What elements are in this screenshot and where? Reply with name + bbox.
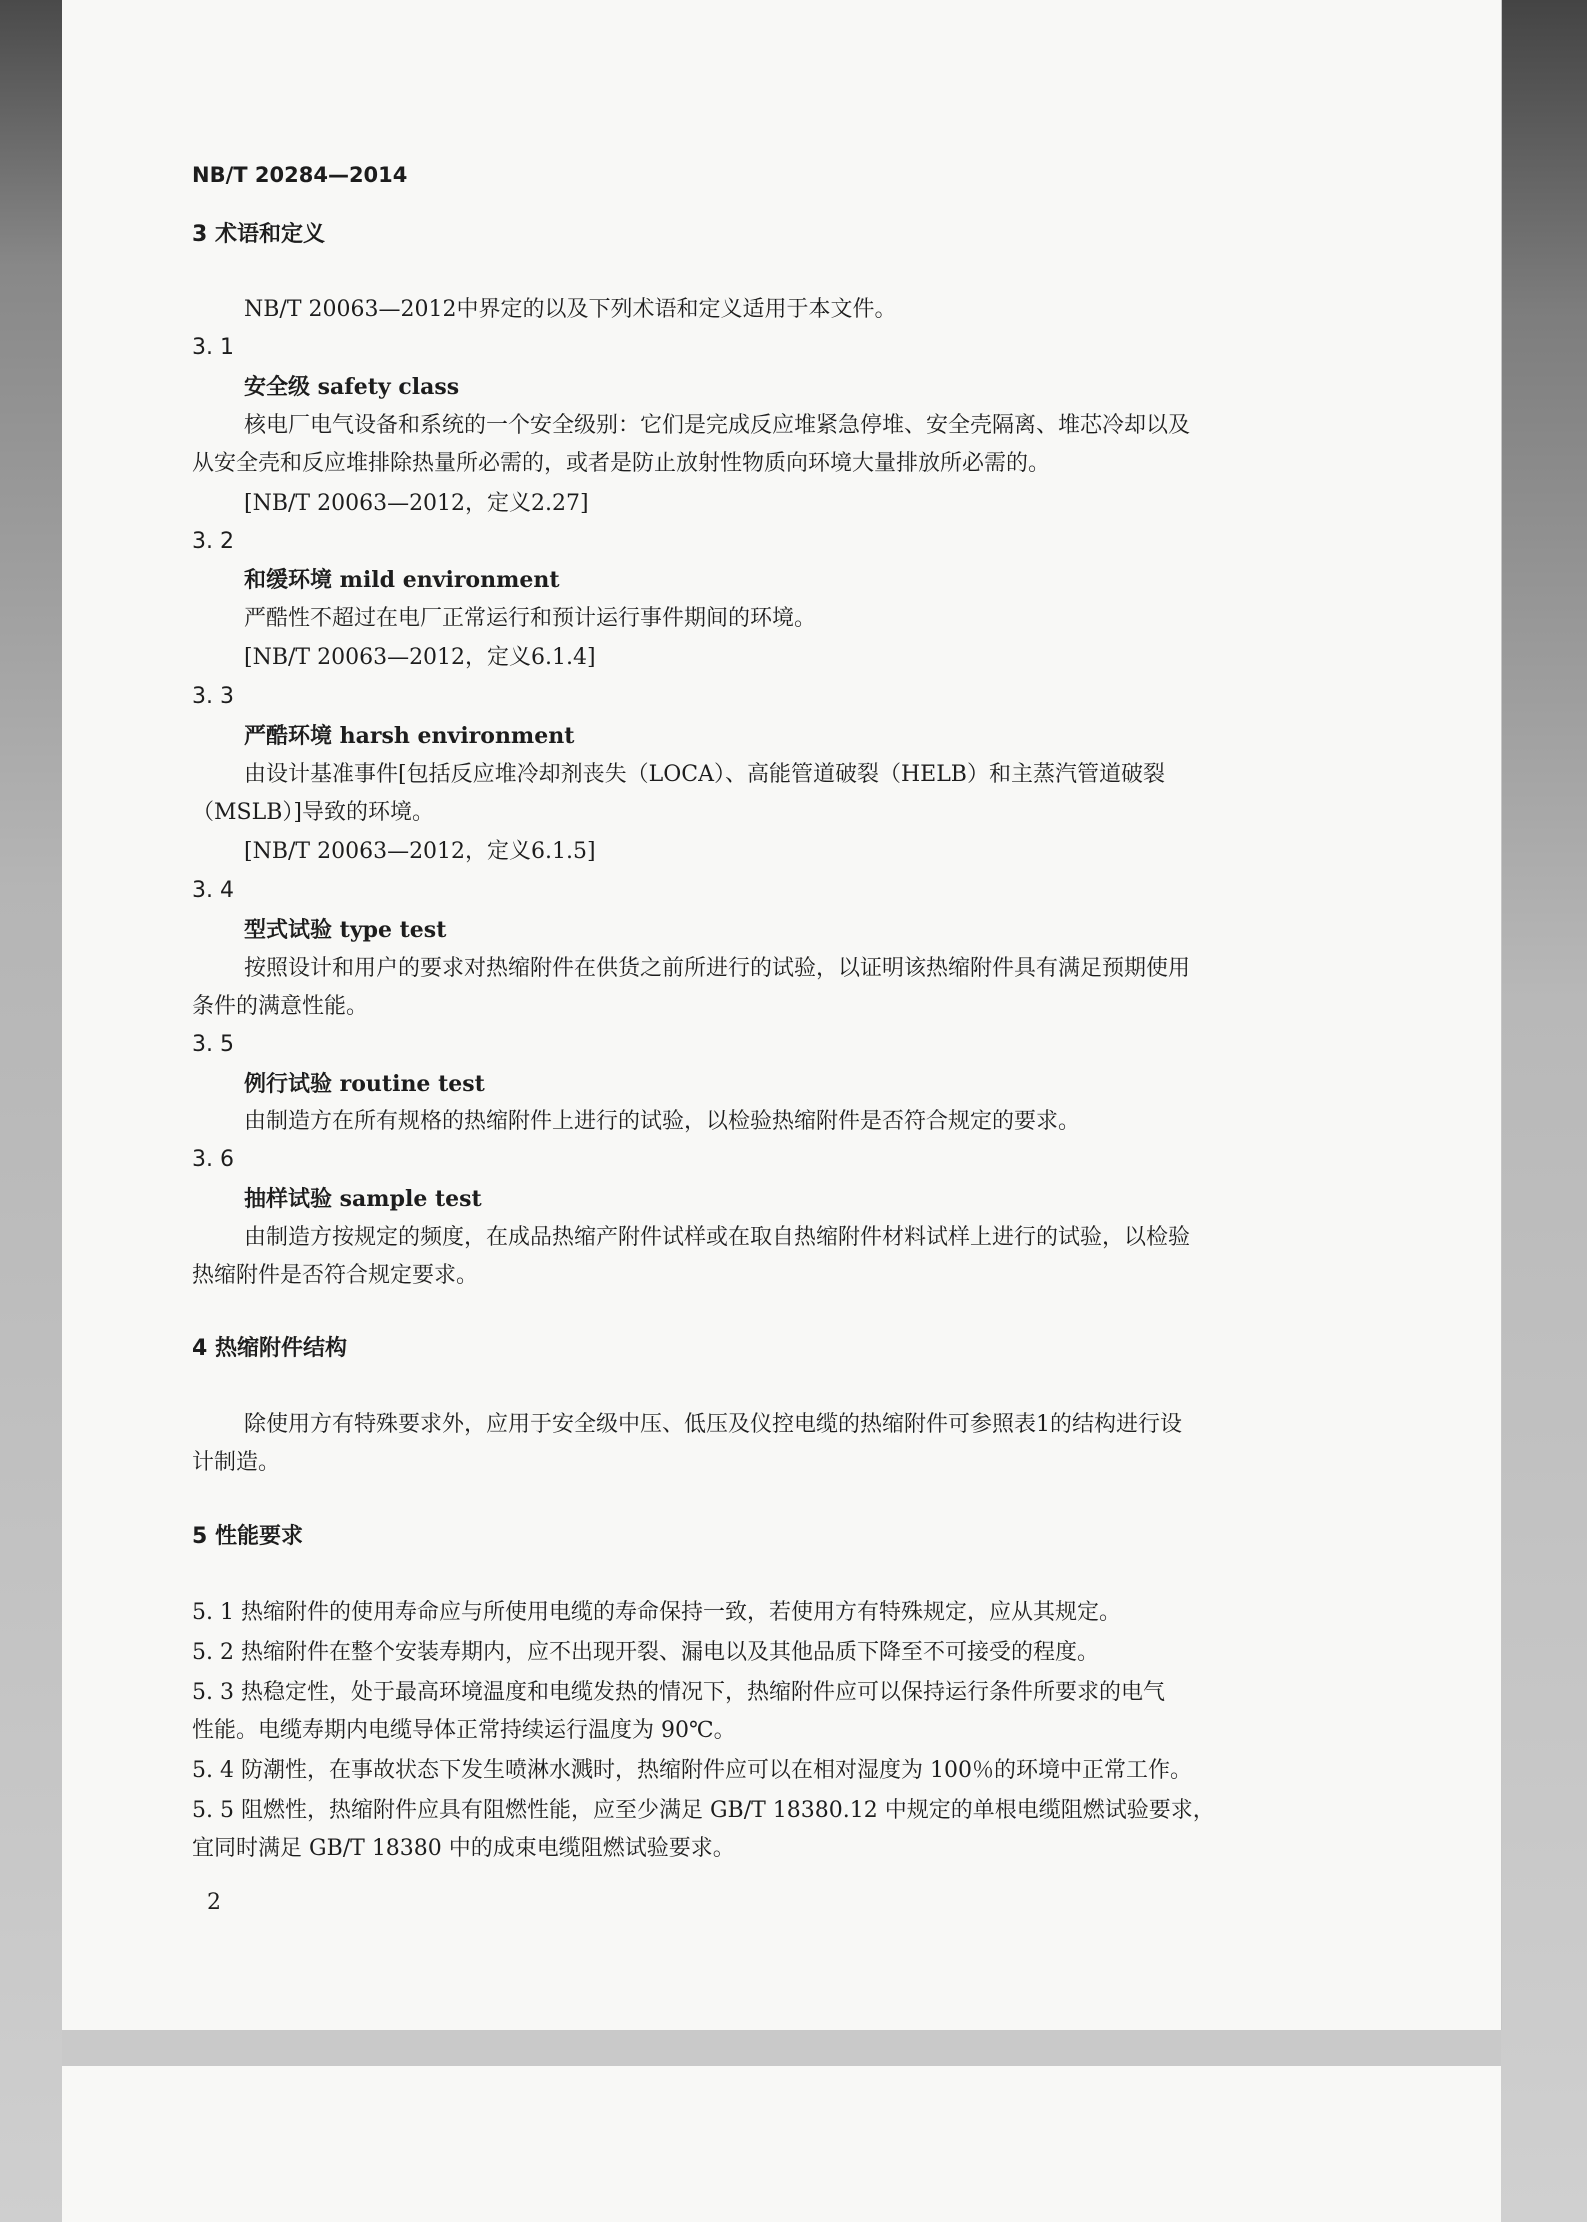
- requirement-item: 5. 3 热稳定性，处于最高环境温度和电缆发热的情况下，热缩附件应可以保持运行条件所要求的电气: [192, 1680, 1165, 1705]
- section-5-heading: 5 性能要求: [192, 1524, 303, 1549]
- term-definition-line: 严酷性不超过在电厂正常运行和预计运行事件期间的环境。: [244, 606, 817, 631]
- term-definition-line: 由制造方按规定的频度，在成品热缩产附件试样或在取自热缩附件材料试样上进行的试验，以检验: [244, 1225, 1191, 1250]
- term-title: 抽样试验 sample test: [244, 1186, 482, 1212]
- right-margin-shadow: [1501, 0, 1587, 2222]
- document-id: NB/T 20284—2014: [192, 163, 408, 187]
- term-number: 3. 6: [192, 1147, 234, 1172]
- document-page: [62, 0, 1502, 2030]
- term-definition-line: 核电厂电气设备和系统的一个安全级别：它们是完成反应堆紧急停堆、安全壳隔离、堆芯冷却以及: [244, 413, 1191, 438]
- term-reference: [NB/T 20063—2012，定义2.27]: [244, 491, 589, 516]
- term-number: 3. 4: [192, 878, 234, 903]
- term-title: 安全级 safety class: [244, 374, 460, 400]
- term-definition-line: 由设计基准事件[包括反应堆冷却剂丧失（LOCA）、高能管道破裂（HELB）和主蒸汽管道破裂: [244, 762, 1165, 787]
- requirement-item: 5. 4 防潮性，在事故状态下发生喷淋水溅时，热缩附件应可以在相对湿度为 100％的环境中正常工作。: [192, 1758, 1192, 1783]
- section-4-line: 计制造。: [192, 1450, 281, 1475]
- requirement-item: 5. 2 热缩附件在整个安装寿期内，应不出现开裂、漏电以及其他品质下降至不可接受的程度。: [192, 1640, 1099, 1665]
- requirement-item-continued: 宜同时满足 GB/T 18380 中的成束电缆阻燃试验要求。: [192, 1836, 735, 1861]
- section-3-heading: 3 术语和定义: [192, 222, 325, 247]
- term-reference: [NB/T 20063—2012，定义6.1.4]: [244, 645, 596, 670]
- term-title: 和缓环境 mild environment: [244, 567, 560, 593]
- left-margin-shadow: [0, 0, 62, 2222]
- section-4-line: 除使用方有特殊要求外，应用于安全级中压、低压及仪控电缆的热缩附件可参照表1的结构进行设: [244, 1412, 1183, 1437]
- term-definition-line: 从安全壳和反应堆排除热量所必需的，或者是防止放射性物质向环境大量排放所必需的。: [192, 451, 1051, 476]
- term-reference: [NB/T 20063—2012，定义6.1.5]: [244, 839, 596, 864]
- term-definition-line: （MSLB）]导致的环境。: [192, 800, 434, 825]
- term-title: 严酷环境 harsh environment: [244, 723, 575, 749]
- term-number: 3. 3: [192, 684, 234, 709]
- term-number: 3. 1: [192, 335, 234, 360]
- page-number: 2: [207, 1890, 221, 1915]
- term-definition-line: 按照设计和用户的要求对热缩附件在供货之前所进行的试验，以证明该热缩附件具有满足预期使用: [244, 956, 1191, 981]
- term-number: 3. 5: [192, 1032, 234, 1057]
- term-definition-line: 条件的满意性能。: [192, 994, 369, 1019]
- next-page-sheet: [62, 2066, 1501, 2222]
- term-title: 型式试验 type test: [244, 917, 447, 943]
- requirement-item: 5. 1 热缩附件的使用寿命应与所使用电缆的寿命保持一致，若使用方有特殊规定，应从其规定。: [192, 1600, 1121, 1625]
- section-3-intro: NB/T 20063—2012中界定的以及下列术语和定义适用于本文件。: [244, 297, 897, 322]
- term-definition-line: 热缩附件是否符合规定要求。: [192, 1263, 479, 1288]
- term-title: 例行试验 routine test: [244, 1071, 485, 1097]
- term-number: 3. 2: [192, 529, 234, 554]
- page-gap: [62, 2030, 1501, 2066]
- requirement-item: 5. 5 阻燃性，热缩附件应具有阻燃性能，应至少满足 GB/T 18380.12 中规定的单根电缆阻燃试验要求，: [192, 1798, 1215, 1823]
- term-definition-line: 由制造方在所有规格的热缩附件上进行的试验，以检验热缩附件是否符合规定的要求。: [244, 1109, 1081, 1134]
- section-4-heading: 4 热缩附件结构: [192, 1336, 347, 1361]
- requirement-item-continued: 性能。电缆寿期内电缆导体正常持续运行温度为 90℃。: [192, 1718, 736, 1743]
